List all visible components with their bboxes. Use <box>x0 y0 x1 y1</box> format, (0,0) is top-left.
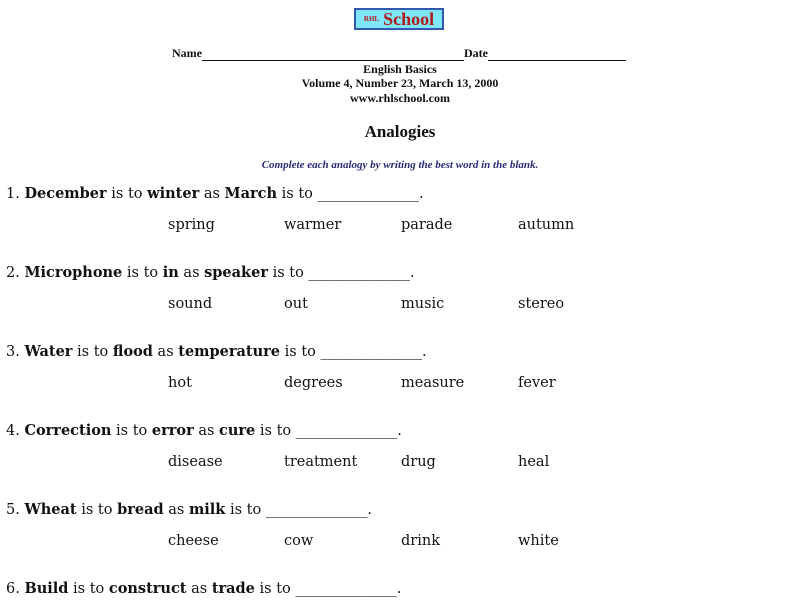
question-text: as <box>191 581 208 597</box>
subject: English Basics <box>363 62 437 76</box>
question: 1. December is to winter as March is to ______________. <box>6 185 424 202</box>
question: 5. Wheat is to bread as milk is to ______________. <box>6 501 372 518</box>
key-word: temperature <box>178 343 281 360</box>
key-word: in <box>162 264 179 281</box>
key-word: bread <box>117 501 164 518</box>
question-text: is to <box>284 344 316 360</box>
question-text: as <box>183 265 200 281</box>
key-word: Build <box>24 580 69 597</box>
question-text: is to <box>111 186 143 202</box>
answer-blank: ______________ <box>317 186 419 202</box>
question-text: 2. <box>6 265 20 281</box>
question-text: is to <box>259 423 292 439</box>
answer-option: drug <box>401 454 436 470</box>
question-text: 6. <box>6 581 20 597</box>
answer-option: warmer <box>284 217 342 233</box>
date-line <box>488 48 626 61</box>
key-word: winter <box>147 185 200 202</box>
answer-option: autumn <box>518 217 575 233</box>
key-word: Microphone <box>24 264 123 281</box>
question: 3. Water is to flood as temperature is to ______________. <box>6 343 427 360</box>
key-word: cure <box>219 422 256 439</box>
date-label: Date <box>464 46 488 60</box>
answer-blank: ______________ <box>320 344 422 360</box>
instructions: Complete each analogy by writing the best word in the blank. <box>261 159 539 171</box>
key-word: error <box>151 422 194 439</box>
answer-blank: ______________ <box>295 581 397 597</box>
question-text: as <box>198 423 215 439</box>
question-text: is to <box>259 581 291 597</box>
question-text: as <box>157 344 174 360</box>
answer-option: parade <box>401 217 453 233</box>
website: www.rhlschool.com <box>350 91 450 105</box>
answer-option: spring <box>168 217 215 233</box>
key-word: flood <box>112 343 153 360</box>
question: 2. Microphone is to in as speaker is to ______________. <box>6 264 415 281</box>
key-word: Wheat <box>24 501 77 518</box>
question: 4. Correction is to error as cure is to ______________. <box>6 422 402 439</box>
name-label: Name <box>172 46 202 60</box>
answer-option: white <box>518 533 559 549</box>
question-text: is to <box>272 265 304 281</box>
question-text: is to <box>281 186 313 202</box>
key-word: trade <box>211 580 255 597</box>
key-word: milk <box>188 501 226 518</box>
answer-blank: ______________ <box>295 423 398 439</box>
answer-option: stereo <box>518 296 565 312</box>
key-word: speaker <box>204 264 268 281</box>
question-text: is to <box>73 581 105 597</box>
answer-option: treatment <box>284 454 358 470</box>
question-text: as <box>168 502 185 518</box>
question-text: is to <box>229 502 262 518</box>
answer-option: heal <box>518 454 550 470</box>
answer-option: degrees <box>284 375 343 391</box>
rhl-school-logo: RHL School <box>354 8 444 30</box>
question-text: 1. <box>6 186 20 202</box>
answer-option: music <box>401 296 445 312</box>
answer-blank: ______________ <box>308 265 410 281</box>
page-title: Analogies <box>364 122 436 141</box>
name-line <box>202 48 464 61</box>
question-text: is to <box>77 344 109 360</box>
question: 6. Build is to construct as trade is to ______________. <box>6 580 402 597</box>
answer-option: cow <box>284 533 314 549</box>
question-text: is to <box>126 265 159 281</box>
answer-option: hot <box>168 375 192 391</box>
question-text: as <box>203 186 220 202</box>
answer-option: sound <box>168 296 213 312</box>
question-text: is to <box>116 423 148 439</box>
answer-option: drink <box>401 533 440 549</box>
key-word: December <box>24 185 107 202</box>
question-text: 4. <box>6 423 20 439</box>
key-word: construct <box>108 580 187 597</box>
answer-option: measure <box>401 375 465 391</box>
answer-option: fever <box>518 375 556 391</box>
question-text: 5. <box>6 502 20 518</box>
answer-option: disease <box>168 454 223 470</box>
question-text: 3. <box>6 344 20 360</box>
answer-option: out <box>284 296 308 312</box>
key-word: Water <box>24 343 73 360</box>
question-text: is to <box>81 502 113 518</box>
answer-option: cheese <box>168 533 219 549</box>
volume-info: Volume 4, Number 23, March 13, 2000 <box>301 76 499 90</box>
key-word: Correction <box>24 422 112 439</box>
name-date-row <box>172 46 626 61</box>
answer-blank: ______________ <box>265 502 368 518</box>
key-word: March <box>224 185 278 202</box>
